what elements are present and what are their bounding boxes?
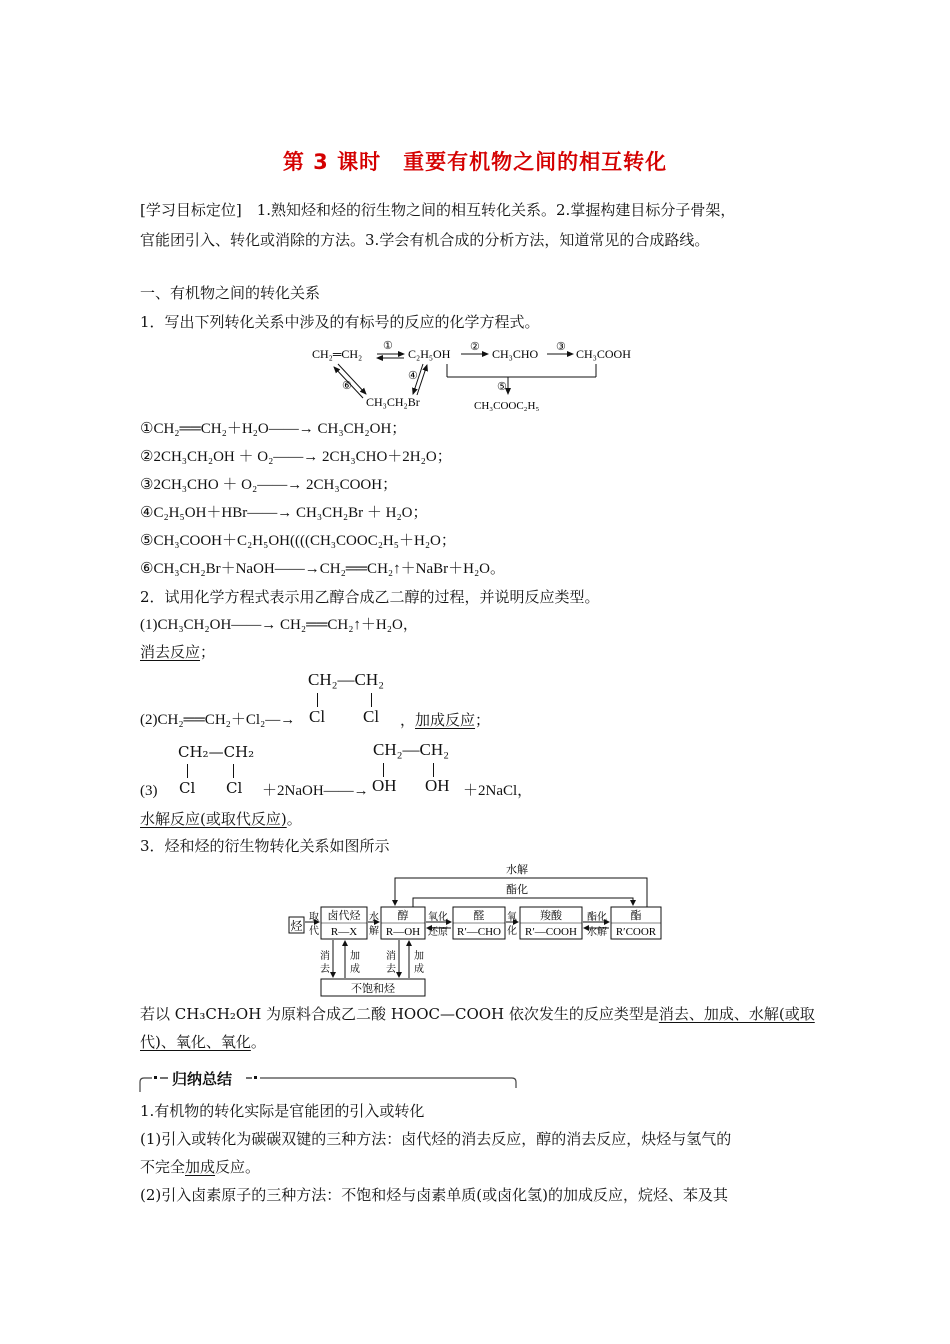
label-5: ⑤	[497, 381, 507, 393]
equation-5: ⑤CH₃COOH＋C₂H₅OH((((CH₃COOC₂H₅＋H₂O；	[140, 533, 456, 549]
acetic-acid-formula: CH₃COOH	[576, 347, 631, 361]
equation-1: ①CH₂══CH₂＋H₂O——→ CH₃CH₂OH；	[140, 421, 407, 437]
ester-formula: R′COOR	[615, 926, 657, 938]
q2-2-cl-2: Cl	[363, 707, 380, 726]
hydrocarbon-label: 烃	[290, 919, 303, 933]
summary-title: 归纳总结	[172, 1070, 233, 1088]
aldehyde-name: 醛	[473, 910, 485, 922]
q2-2-type: 加成反应	[415, 711, 476, 729]
ester-name: 酯	[630, 910, 642, 922]
summary-line-4: (2)引入卤素原子的三种方法：不饱和烃与卤素单质(或卤化氢)的加成反应，烷烃、苯及其	[140, 1186, 728, 1204]
conclusion-end: 。	[250, 1033, 266, 1051]
top-label-hydrolysis: 水解	[506, 864, 528, 876]
summary-line-3	[140, 1153, 260, 1182]
q2-3-type-line	[140, 805, 302, 834]
ox-label-2: 化	[507, 926, 517, 937]
summary-l3-u: 加成	[185, 1158, 216, 1176]
q2-3-oh-1: OH	[372, 776, 397, 795]
est-label-1: 酯化	[587, 912, 607, 923]
add-label-1b: 成	[350, 964, 360, 975]
bond-line	[371, 693, 372, 707]
q2-step-1-type-line	[140, 638, 215, 667]
conversion-scheme-2	[285, 860, 665, 1000]
conclusion-line-2	[140, 1028, 266, 1057]
q2-3-prefix: (3)	[140, 783, 158, 799]
q2-3-type: 水解反应(或取代反应)	[140, 810, 287, 828]
bond-line	[433, 763, 434, 777]
add-label-2b: 成	[414, 964, 424, 975]
label-6: ⑥	[342, 380, 352, 392]
label-3: ③	[556, 341, 566, 353]
q2-step-1-type: 消去反应	[140, 643, 201, 661]
elim-label-1b: 去	[320, 964, 330, 975]
acid-formula: R′—COOH	[525, 926, 577, 938]
q2-2-cl-1: Cl	[309, 707, 326, 726]
sub-label-1: 取	[309, 912, 319, 923]
add-label-2a: 加	[414, 951, 424, 962]
oxred-label-2: 还原	[428, 927, 448, 938]
alcohol-name: 醇	[397, 910, 409, 922]
question-1: 1．写出下列转化关系中涉及的有标号的反应的化学方程式。	[140, 313, 540, 331]
label-2: ②	[470, 341, 480, 353]
ethanol-formula: C₂H₅OH	[408, 347, 451, 361]
ox-label-1: 氧	[507, 912, 517, 923]
haloalkane-formula: R—X	[330, 926, 358, 938]
ethylene-formula: CH₂═CH₂	[312, 347, 363, 361]
hydro-label-1: 水	[369, 912, 379, 923]
bromoethane-formula: CH₃CH₂Br	[366, 395, 420, 409]
acid-name: 羧酸	[540, 910, 562, 922]
bond-line	[317, 693, 318, 707]
conclusion-answer-1: 消去、加成、水解(或取	[658, 1005, 815, 1023]
objective-line-1: [学习目标定位] 1.熟知烃和烃的衍生物之间的相互转化关系。2.掌握构建目标分子骨架，	[140, 201, 736, 219]
q2-2-end: ；	[475, 711, 491, 729]
q2-step-1-end: ；	[200, 643, 216, 661]
q2-3-mid: ＋2NaOH——→	[262, 783, 369, 799]
sub-label-2: 代	[309, 926, 319, 937]
oxred-label-1: 氧化	[428, 912, 448, 923]
summary-line-1: 1.有机物的转化实际是官能团的引入或转化	[140, 1102, 425, 1120]
equation-2: ②2CH₃CH₂OH ＋ O₂——→ 2CH₃CHO＋2H₂O；	[140, 449, 452, 465]
q2-3-top-1: CH₂—CH₂	[178, 743, 255, 761]
alcohol-formula: R—OH	[385, 926, 421, 938]
q2-3-cl-1: Cl	[179, 779, 196, 797]
hydro-label-2: 解	[369, 926, 379, 937]
top-label-esterification: 酯化	[506, 884, 528, 896]
q2-2-sep: ，	[400, 711, 416, 729]
conclusion-text: 若以 CH₃CH₂OH 为原料合成乙二酸 HOOC—COOH 依次发生的反应类型是	[140, 1005, 659, 1023]
bond-line	[187, 764, 188, 778]
haloalkane-name: 卤代烃	[327, 910, 361, 922]
summary-l3-a: 不完全	[140, 1158, 186, 1176]
equation-4: ④C₂H₅OH＋HBr——→ CH₃CH₂Br ＋ H₂O；	[140, 505, 428, 521]
conversion-scheme-1	[300, 336, 650, 416]
page-title: 第 3 课时 重要有机物之间的相互转化	[282, 150, 668, 174]
q2-2-top: CH₂—CH₂	[308, 670, 385, 689]
q2-2-prefix: (2)CH₂══CH₂＋Cl₂—→	[140, 712, 296, 728]
question-3: 3．烃和烃的衍生物转化关系如图所示	[140, 837, 390, 855]
ester-formula: CH₃COOC₂H₅	[474, 400, 540, 412]
label-4: ④	[408, 370, 418, 382]
elim-label-2a: 消	[386, 951, 396, 962]
bond-line	[233, 764, 234, 778]
q2-3-end: 。	[286, 810, 302, 828]
q2-2-tail	[400, 706, 490, 735]
unsaturated-label: 不饱和烃	[351, 983, 395, 995]
equation-3: ③2CH₃CHO ＋ O₂——→ 2CH₃COOH；	[140, 477, 398, 493]
conclusion-answer-2: 代)、氧化、氧化	[140, 1033, 251, 1051]
q2-step-1: (1)CH₃CH₂OH——→ CH₂══CH₂↑＋H₂O，	[140, 617, 418, 633]
q2-3-cl-2: Cl	[226, 779, 243, 797]
equation-6: ⑥CH₃CH₂Br＋NaOH——→CH₂══CH₂↑＋NaBr＋H₂O。	[140, 561, 506, 577]
conclusion-line-1	[140, 1000, 815, 1029]
summary-l3-b: 反应。	[215, 1158, 261, 1176]
elim-label-1a: 消	[320, 951, 330, 962]
q2-3-suffix: ＋2NaCl，	[463, 783, 533, 799]
aldehyde-formula: R′—CHO	[457, 926, 501, 938]
q2-3-top-2: CH₂—CH₂	[373, 740, 450, 759]
question-2: 2．试用化学方程式表示用乙醇合成乙二醇的过程，并说明反应类型。	[140, 588, 600, 606]
acetaldehyde-formula: CH₃CHO	[492, 347, 539, 361]
bond-line	[383, 763, 384, 777]
q2-3-oh-2: OH	[425, 776, 450, 795]
add-label-1a: 加	[350, 951, 360, 962]
est-label-2: 水解	[587, 927, 607, 938]
elim-label-2b: 去	[386, 964, 396, 975]
label-1: ①	[383, 340, 393, 352]
section-heading-1: 一、有机物之间的转化关系	[140, 284, 321, 302]
summary-line-2: (1)引入或转化为碳碳双键的三种方法：卤代烃的消去反应，醇的消去反应，炔烃与氢气的	[140, 1130, 732, 1148]
objective-line-2: 官能团引入、转化或消除的方法。3.学会有机合成的分析方法，知道常见的合成路线。	[140, 231, 710, 249]
